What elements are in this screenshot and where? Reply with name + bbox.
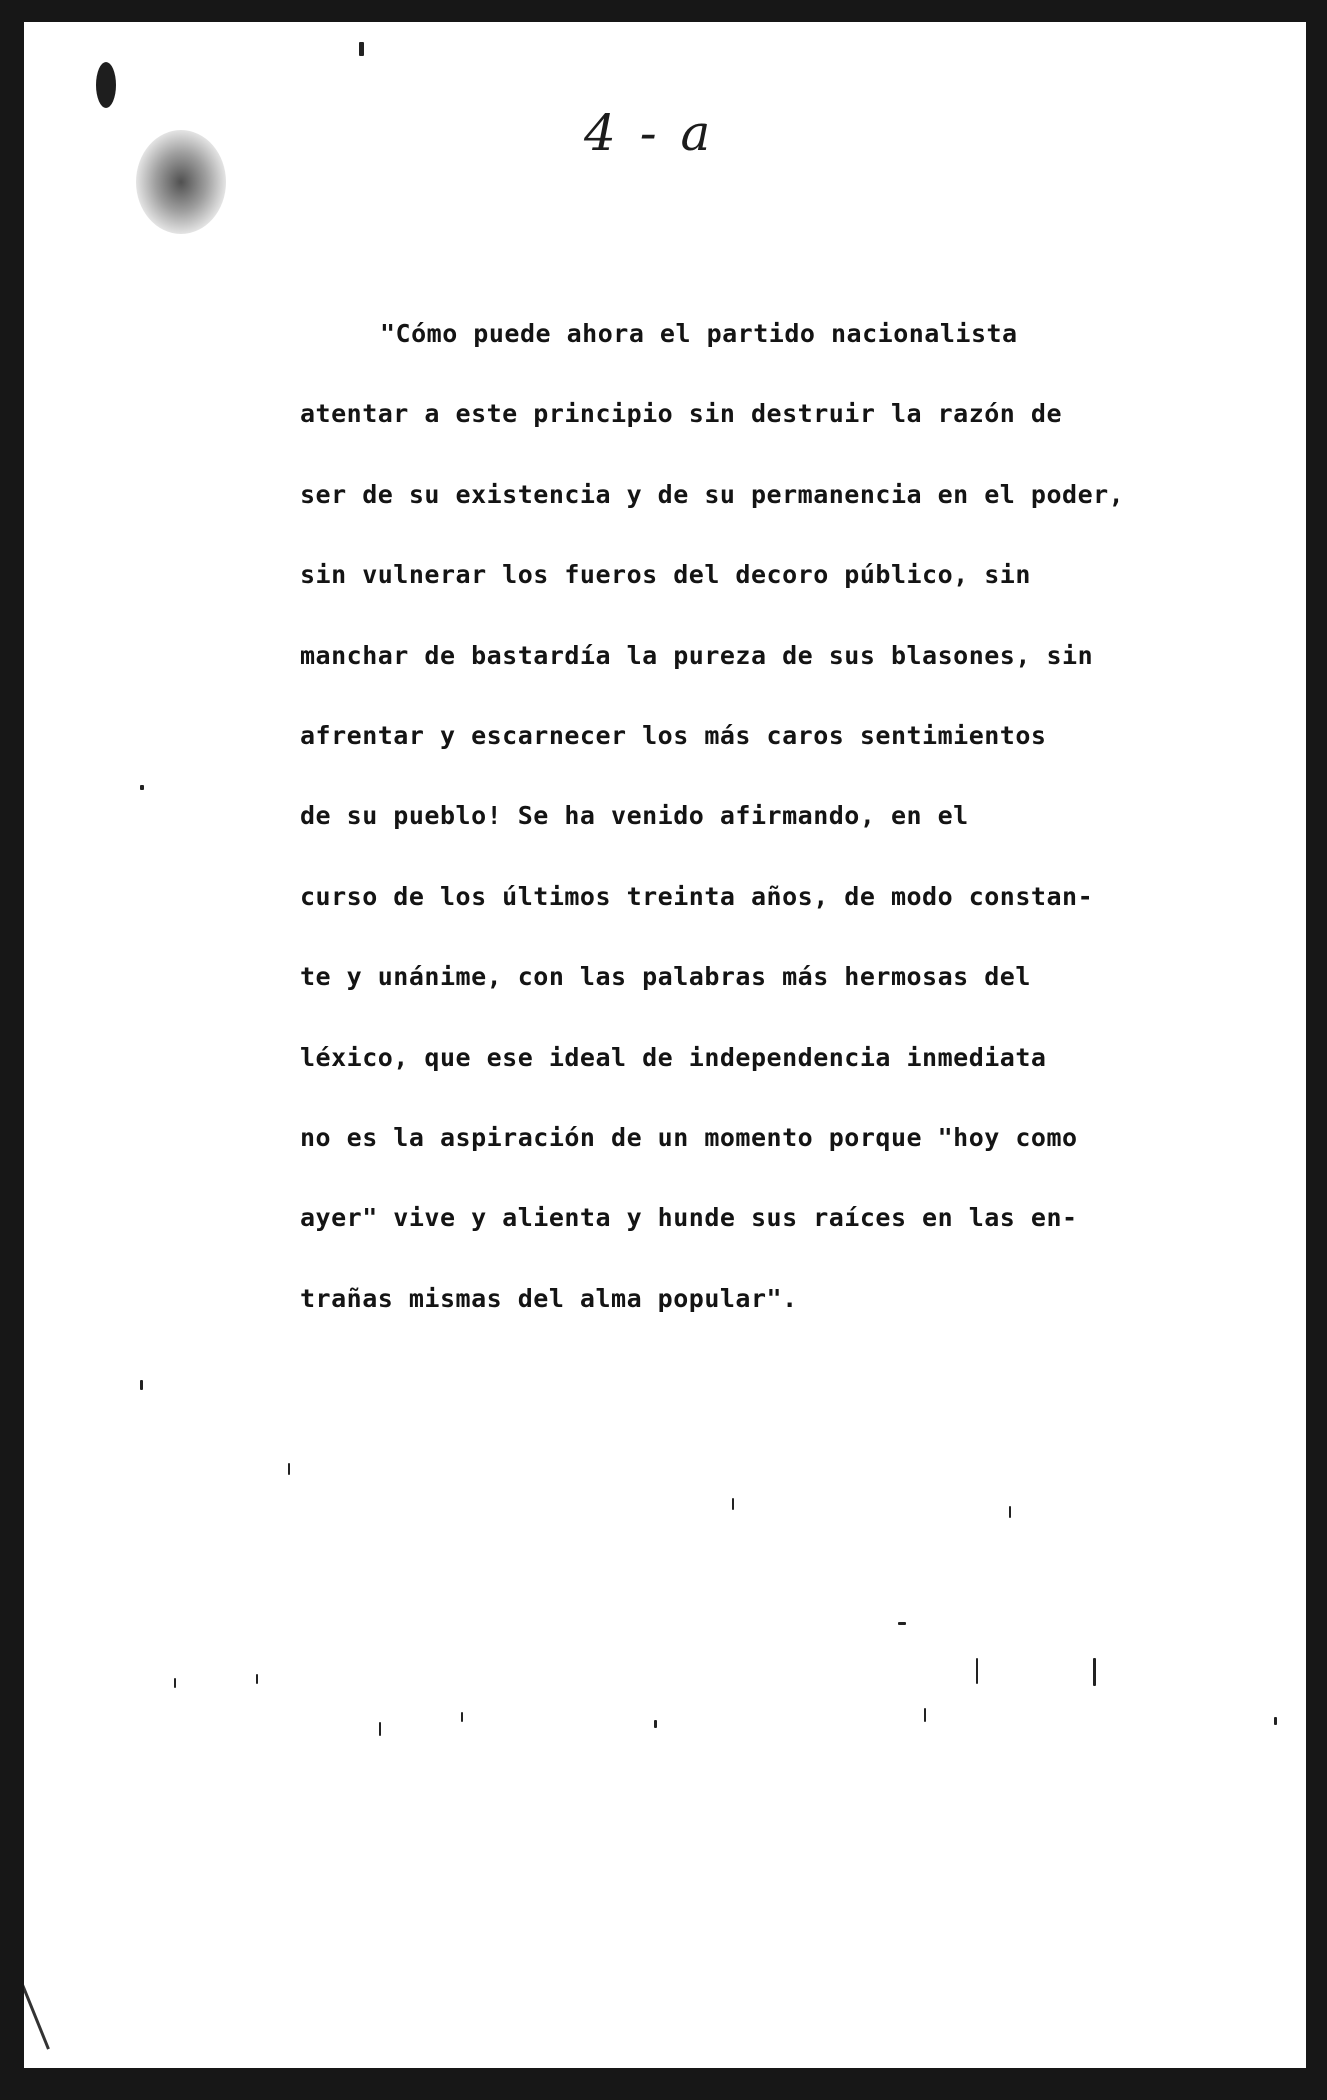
text-line: manchar de bastardía la pureza de sus blasones, sin (300, 640, 1094, 670)
scan-speck (256, 1674, 258, 1684)
text-line: curso de los últimos treinta años, de modo constan- (300, 881, 1094, 911)
text-line: atentar a este principio sin destruir la razón de (300, 399, 1063, 429)
scan-speck (140, 785, 144, 790)
text-line: no es la aspiración de un momento porque "hoy como (300, 1122, 1078, 1152)
ink-smudge (136, 130, 226, 234)
text-line: "Cómo puede ahora el partido nacionalista (380, 319, 1018, 348)
text-line: sin vulnerar los fueros del decoro público, sin (300, 560, 1031, 590)
scan-speck (976, 1658, 978, 1684)
scan-edge-mark (24, 1974, 50, 2049)
scan-speck (359, 42, 364, 56)
handwritten-page-number: 4 - a (584, 104, 715, 162)
text-line: trañas mismas del alma popular". (300, 1283, 798, 1313)
scan-speck (898, 1622, 906, 1625)
scan-speck (732, 1498, 734, 1510)
typewritten-page (24, 22, 1306, 2068)
scan-speck (461, 1712, 463, 1722)
scan-speck (379, 1722, 381, 1736)
scan-speck (1093, 1658, 1096, 1686)
scan-speck (1274, 1717, 1277, 1725)
scan-speck (924, 1708, 926, 1722)
text-line: de su pueblo! Se ha venido afirmando, en el (300, 801, 969, 831)
text-line: afrentar y escarnecer los más caros sentimientos (300, 720, 1047, 750)
scan-speck (140, 1380, 143, 1390)
ink-blot (96, 62, 116, 108)
scan-speck (654, 1720, 657, 1728)
text-line: léxico, que ese ideal de independencia inmediata (300, 1042, 1047, 1072)
scan-speck (1009, 1506, 1011, 1518)
text-line: te y unánime, con las palabras más hermosas del (300, 962, 1031, 992)
text-line: ayer" vive y alienta y hunde sus raíces en las en- (300, 1203, 1078, 1233)
text-line: ser de su existencia y de su permanencia en el poder, (300, 479, 1125, 509)
scan-speck (288, 1463, 290, 1475)
typed-paragraph (300, 294, 1200, 1339)
scan-speck (174, 1678, 176, 1688)
